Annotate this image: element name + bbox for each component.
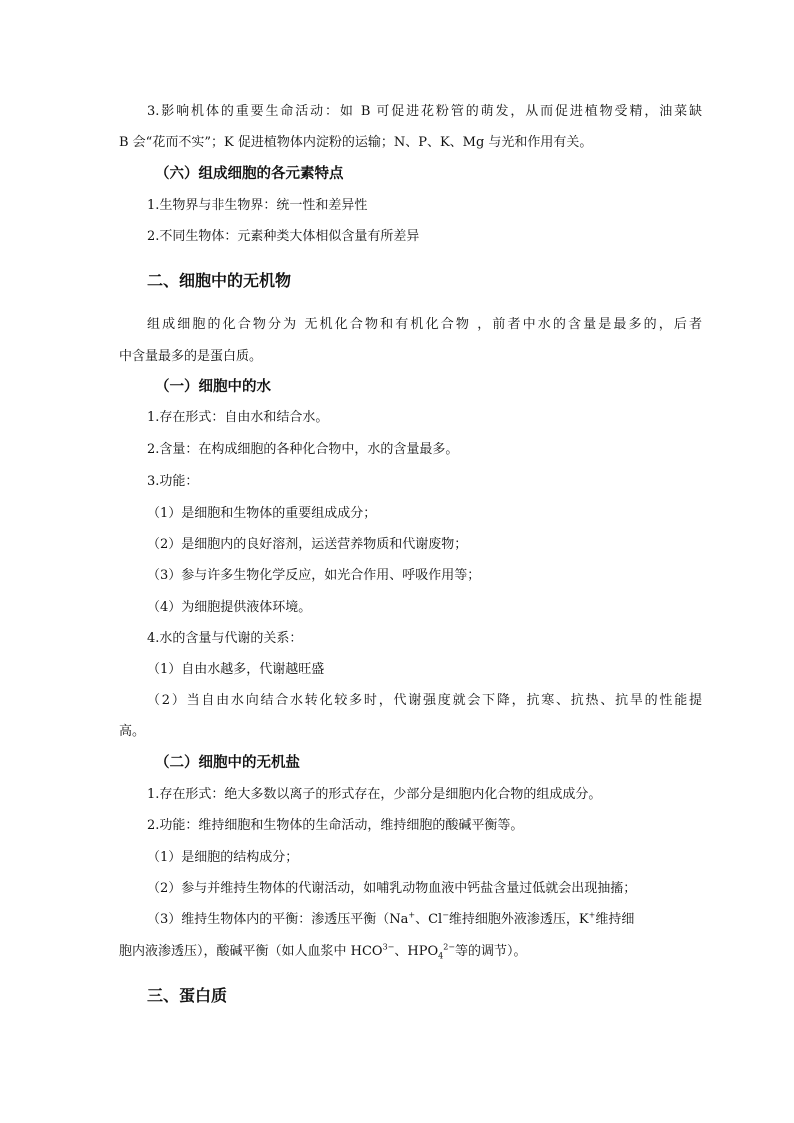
text-line: B 会“花而不实”；K 促进植物体内淀粉的运输；N、P、K、Mg 与光和作用有关。 — [119, 135, 593, 150]
text-line: 2.含量：在构成细胞的各种化合物中，水的含量最多。 — [147, 442, 459, 457]
text-line: （4）为细胞提供液体环境。 — [147, 600, 312, 615]
text-line: （2）当自由水向结合水转化较多时，代谢强度就会下降，抗寒、抗热、抗旱的性能提 — [147, 693, 702, 708]
text-line — [119, 943, 527, 961]
text-line: （1）是细胞的结构成分； — [147, 850, 299, 865]
text-line: 3.影响机体的重要生命活动：如 B 可促进花粉管的萌发，从而促进植物受精，油菜缺 — [147, 104, 702, 119]
subsection-heading: （六）组成细胞的各元素特点 — [155, 165, 344, 182]
text-line: 2.功能：维持细胞和生物体的生命活动，维持细胞的酸碱平衡等。 — [147, 818, 524, 833]
text-segment: 维持细胞外液渗透压，K — [448, 912, 589, 927]
text-line: 中含量最多的是蛋白质。 — [119, 349, 263, 364]
text-line: （2）参与并维持生物体的代谢活动，如哺乳动物血液中钙盐含量过低就会出现抽搐； — [147, 881, 637, 896]
section-heading: 二、细胞中的无机物 — [147, 271, 292, 290]
text-segment: 、Cl — [415, 912, 443, 927]
text-segment: （3）维持生物体内的平衡：渗透压平衡（Na — [147, 912, 409, 927]
subscript: 4 — [438, 951, 444, 961]
subsection-heading: （一）细胞中的水 — [155, 378, 271, 395]
superscript: + — [588, 910, 596, 920]
text-segment: 等的调节）。 — [455, 944, 527, 959]
subsection-heading: （二）细胞中的无机盐 — [155, 754, 300, 771]
text-line: 3.功能： — [147, 474, 199, 489]
text-line: 组成细胞的化合物分为 无机化合物和有机化合物 ，前者中水的含量是最多的，后者 — [147, 317, 702, 332]
superscript: 3− — [382, 942, 395, 952]
text-segment: 维持细 — [595, 912, 635, 927]
text-line: （3）参与许多生物化学反应，如光合作用、呼吸作用等； — [147, 568, 481, 583]
text-line: （2）是细胞内的良好溶剂，运送营养物质和代谢废物； — [147, 537, 468, 552]
text-line: 2.不同生物体：元素种类大体相似含量有所差异 — [147, 229, 420, 244]
text-segment: 、HPO — [394, 944, 439, 959]
text-line: 1.存在形式：自由水和结合水。 — [147, 410, 329, 425]
text-line: （1）是细胞和生物体的重要组成成分； — [147, 506, 377, 521]
text-line: 1.生物界与非生物界：统一性和差异性 — [147, 198, 368, 213]
text-line — [147, 911, 634, 929]
superscript: 2− — [443, 942, 456, 952]
text-line: 1.存在形式：绝大多数以离子的形式存在，少部分是细胞内化合物的组成成分。 — [147, 787, 602, 802]
text-segment: 胞内液渗透压），酸碱平衡（如人血浆中 HCO — [119, 944, 383, 959]
superscript: + — [408, 910, 416, 920]
text-line: （1）自由水越多，代谢越旺盛 — [147, 662, 325, 677]
superscript: − — [442, 910, 449, 920]
text-line: 高。 — [119, 724, 146, 739]
text-line: 4.水的含量与代谢的关系： — [147, 631, 303, 646]
section-heading: 三、蛋白质 — [147, 986, 228, 1005]
